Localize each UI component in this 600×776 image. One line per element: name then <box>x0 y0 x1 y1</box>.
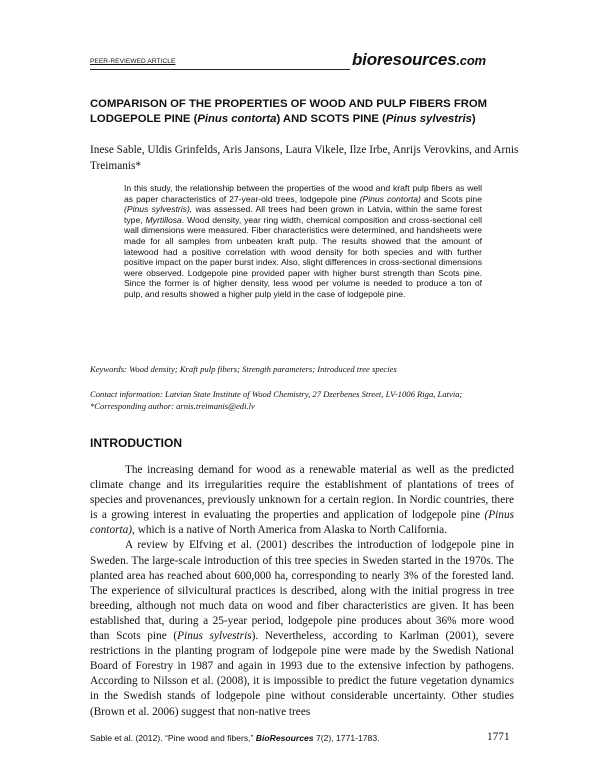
footer-citation <box>90 733 380 743</box>
article-type-label: PEER-REVIEWED ARTICLE <box>90 58 176 65</box>
author-list: Inese Sable, Uldis Grinfelds, Aris Jansons, Laura Vikele, Ilze Irbe, Anrijs Verovkins, and Arnis Treimanis* <box>90 144 519 172</box>
paragraph-text-2: , which is a native of North America from Alaska to North California. <box>132 524 448 537</box>
journal-logo <box>352 50 486 70</box>
paragraph-text: The increasing demand for wood as a renewable material as well as the predicted climate change and its irregularities require the establishment of plantations of trees of species and provenances, previously unknown for a certain region. In Nordic countries, there is a growing interest in evaluating the properties and application of lodgepole pine <box>90 464 514 522</box>
abstract <box>124 183 482 300</box>
abstract-text: In this study, the relationship between the properties of the wood and kraft pulp fibers as well as paper characteristics of 27-year-old trees, lodgepole pine <box>124 183 482 204</box>
abstract-text-4: . Wood density, year ring width, chemical composition and cross-sectional cell wall dimensions were measured. Fiber characteristics were determined, and handsheets were made for all samples from unbeaten kraft pulp. The results showed that the amount of latewood had a positive correlation with wood density for both species and with further positive impact on the paper burst index. Also, slight differences in cross-sectional dimensions were observed. Lodgepole pine provided paper with higher burst strength than Scots pine. Since the former is of higher density, less wood per volume is needed to produce a ton of pulp, and results showed a higher pulp yield in the case of lodgepole pine. <box>124 214 482 299</box>
abstract-text-2: and Scots pine <box>420 193 482 204</box>
citation-text-2: 7(2), 1771-1783. <box>313 733 380 743</box>
paragraph-species: (Pinus contorta) <box>90 509 514 537</box>
abstract-species-1: (Pinus contorta) <box>359 193 421 204</box>
page-number: 1771 <box>487 731 510 743</box>
citation-journal: BioResources <box>255 733 314 743</box>
header-rule <box>90 69 350 70</box>
keywords: Keywords: Wood density; Kraft pulp fibers; Strength parameters; Introduced tree species <box>90 364 397 374</box>
citation-text: Sable et al. (2012). “Pine wood and fibers,” <box>90 733 256 743</box>
journal-logo-suffix: .com <box>456 53 486 68</box>
title-text-2: ) AND SCOTS PINE ( <box>276 113 386 125</box>
abstract-forest-type: Myrtillosa <box>145 214 182 225</box>
paragraph <box>90 463 514 538</box>
abstract-species-2: (Pinus sylvestris), <box>124 204 193 215</box>
title-species-1: Pinus contorta <box>197 113 277 125</box>
paragraph-text-2: ). Nevertheless, according to Karlman (2001), severe restrictions in the planting program of lodgepole pine were made by the Swedish National Board of Forestry in 1987 and again in 1993 due to the extensive infection by pathogens. According to Nilsson et al. (2008), it is impossible to predict the future vegetation dynamics in the Swedish stands of lodgepole pine without considerable uncertainty. Other studies (Brown et al. 2006) suggest that non-native trees <box>90 630 514 718</box>
section-heading-introduction: INTRODUCTION <box>90 436 182 450</box>
contact-information: Contact information: Latvian State Institute of Wood Chemistry, 27 Dzerbenes Street, LV-1006 Riga, Latvia; *Corresponding author: arnis.treimanis@edi.lv <box>90 389 463 411</box>
title-text: COMPARISON OF THE PROPERTIES OF WOOD AND PULP FIBERS FROM LODGEPOLE PINE ( <box>90 98 488 125</box>
title-text-3: ) <box>471 113 476 125</box>
paragraph-species: Pinus sylvestris <box>177 630 252 643</box>
article-title <box>90 97 520 127</box>
abstract-text-3: was assessed. All trees had been grown in Latvia, within the same forest type, <box>124 204 482 225</box>
title-species-2: Pinus sylvestris <box>385 113 472 125</box>
journal-logo-name: bioresources <box>352 50 457 69</box>
body-text <box>90 463 514 720</box>
paragraph <box>90 538 514 719</box>
paragraph-text: A review by Elfving et al. (2001) describes the introduction of lodgepole pine in Sweden. The large-scale introduction of this tree species in Sweden started in the 1970s. The planted area has reached about 600,000 ha, corresponding to nearly 3% of the forested land. The experience of silvicultural practices is described, along with the initial progress in tree breeding, although not much data on wood and fiber characteristics are given. It has been established that, during a 25-year period, lodgepole pine produces about 36% more wood than Scots pine ( <box>90 539 514 643</box>
